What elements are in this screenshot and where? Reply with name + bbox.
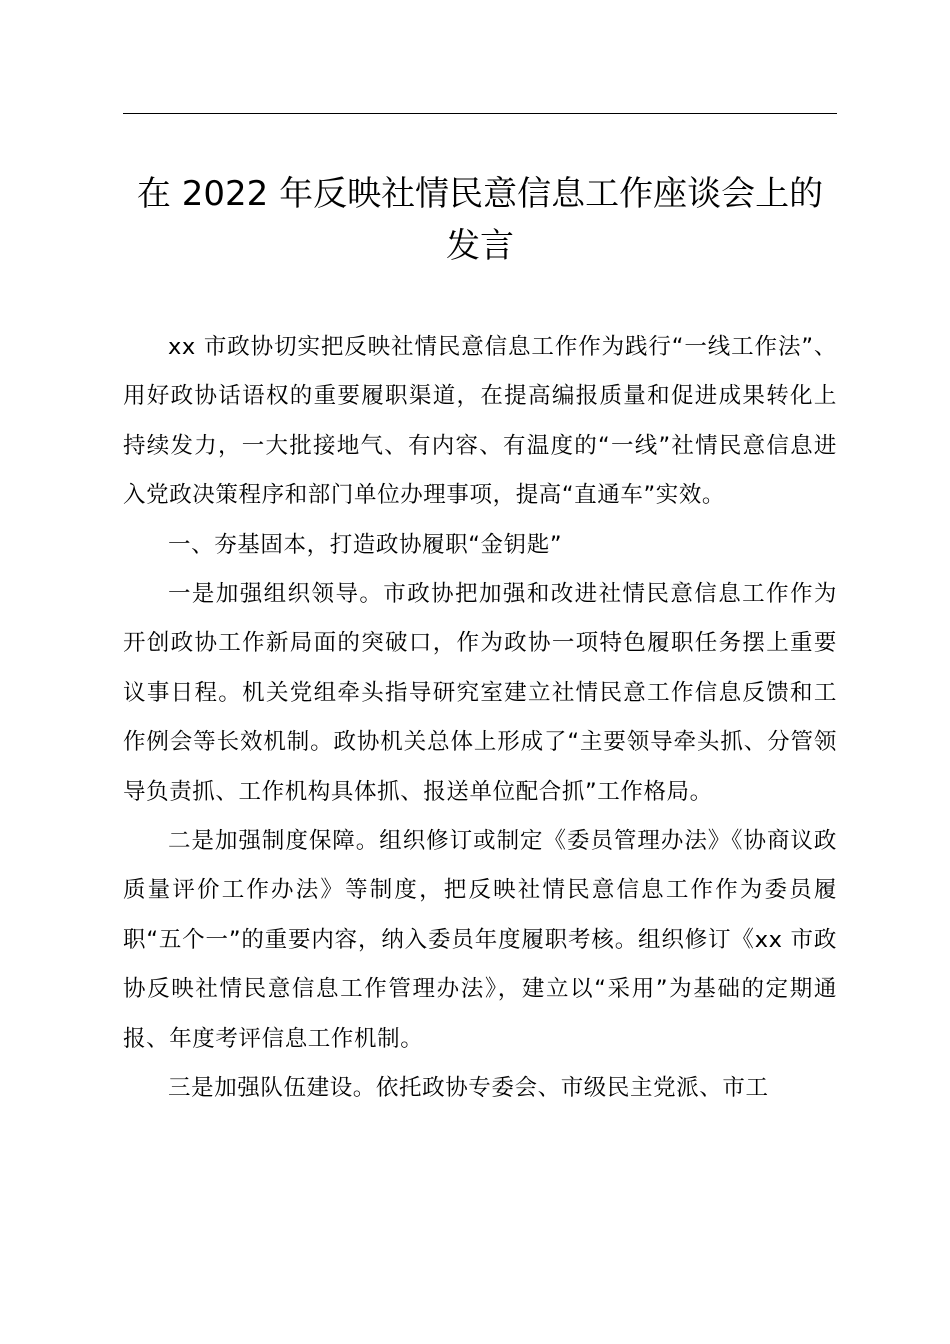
paragraph-organization: 一是加强组织领导。市政协把加强和改进社情民意信息工作作为开创政协工作新局面的突破口，作为政协一项特色履职任务摆上重要议事日程。机关党组牵头指导研究室建立社情民意工作信息反馈和工作例会等长效机制。政协机关总体上形成了“主要领导牵头抓、分管领导负责抓、工作机构具体抓、报送单位配合抓”工作格局。 bbox=[123, 581, 837, 805]
document-body bbox=[123, 323, 837, 1114]
header-rule bbox=[123, 113, 837, 114]
title-line-2: 发言 bbox=[446, 226, 514, 266]
title-line-1: 在 2022 年反映社情民意信息工作座谈会上的 bbox=[136, 174, 824, 214]
section-heading-1: 一、夯基固本，打造政协履职“金钥匙” bbox=[168, 531, 563, 558]
paragraph-team: 三是加强队伍建设。依托政协专委会、市级民主党派、市工 bbox=[168, 1075, 769, 1102]
paragraph-system: 二是加强制度保障。组织修订或制定《委员管理办法》《协商议政质量评价工作办法》等制度，把反映社情民意信息工作作为委员履职“五个一”的重要内容，纳入委员年度履职考核。组织修订《xx 市政协反映社情民意信息工作管理办法》，建立以“采用”为基础的定期通报、年度考评信息工作机制。 bbox=[123, 828, 837, 1052]
document-title bbox=[123, 168, 837, 272]
paragraph-intro: xx 市政协切实把反映社情民意信息工作作为践行“一线工作法”、用好政协话语权的重要履职渠道，在提高编报质量和促进成果转化上持续发力，一大批接地气、有内容、有温度的“一线”社情民意信息进入党政决策程序和部门单位办理事项，提高“直通车”实效。 bbox=[123, 334, 837, 509]
